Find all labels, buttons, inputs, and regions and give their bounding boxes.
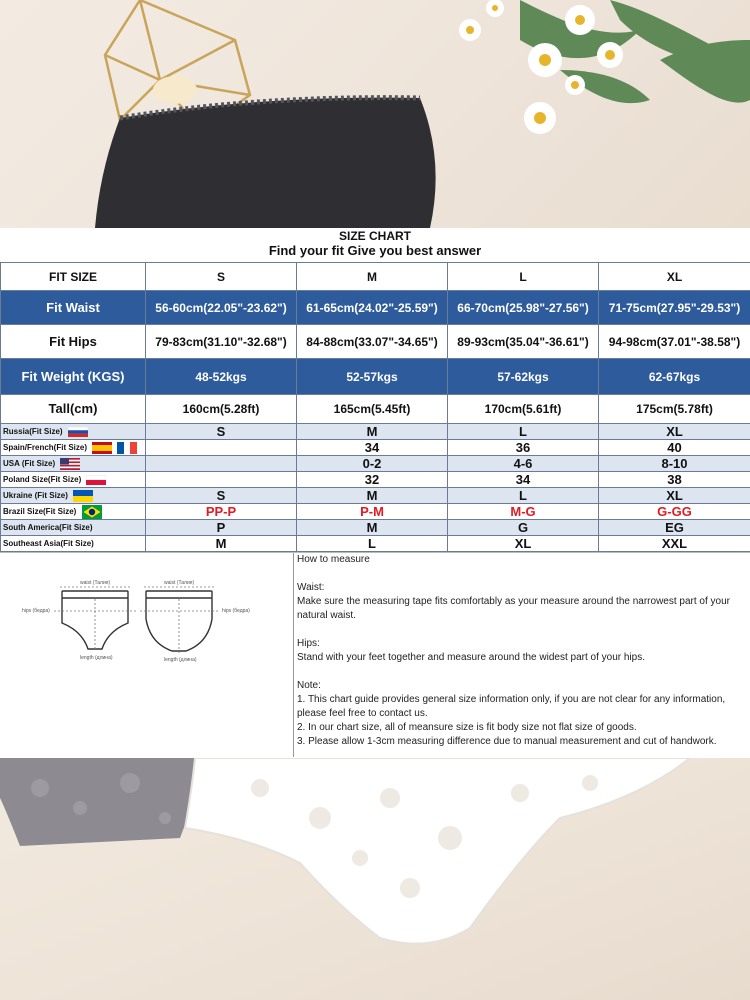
waist-label: waist (Талия) <box>80 580 111 586</box>
table-cell <box>146 440 297 456</box>
note-item: 1. This chart guide provides general size information only, if you are not clear for any information, please feel free to contact us. <box>297 694 726 719</box>
note-item: 2. In our chart size, all of meansure size is fit body size not flat size of goods. <box>297 722 637 733</box>
table-row-weight <box>1 359 750 395</box>
russia-flag-icon <box>68 427 88 437</box>
region-label: Brazil Size(Fit Size) <box>3 507 77 516</box>
table-cell: 89-93cm(35.04"-36.61") <box>448 325 599 359</box>
table-cell: 165cm(5.45ft) <box>297 395 448 424</box>
hips-label: hips (бедра) <box>22 608 50 614</box>
length-label: length (длина) <box>80 655 113 661</box>
table-cell: M <box>146 536 297 552</box>
note-item: 3. Please allow 1-3cm measuring difference due to manual measurement and cut of handwork. <box>297 736 717 747</box>
table-cell: PP-P <box>146 504 297 520</box>
table-row-usa <box>1 456 750 472</box>
usa-flag-icon <box>60 458 80 470</box>
table-cell: 94-98cm(37.01"-38.58") <box>599 325 750 359</box>
table-cell: 38 <box>599 472 750 488</box>
region-label-cell <box>1 456 146 472</box>
waist-heading: Waist: <box>297 582 325 593</box>
table-cell: P-M <box>297 504 448 520</box>
region-label: USA (Fit Size) <box>3 459 56 468</box>
table-cell: 36 <box>448 440 599 456</box>
table-cell: M-G <box>448 504 599 520</box>
hips-instructions: Stand with your feet together and measure around the widest part of your hips. <box>297 652 645 663</box>
hips-label: hips (бедра) <box>222 608 250 614</box>
size-table <box>0 262 750 552</box>
note-heading: Note: <box>297 680 321 691</box>
table-cell: EG <box>599 520 750 536</box>
header-cell: XL <box>599 263 750 291</box>
table-cell: S <box>146 424 297 440</box>
row-label: Fit Weight (KGS) <box>1 359 146 395</box>
table-cell: 79-83cm(31.10"-32.68") <box>146 325 297 359</box>
table-cell: 34 <box>448 472 599 488</box>
hips-heading: Hips: <box>297 638 320 649</box>
table-cell: 170cm(5.61ft) <box>448 395 599 424</box>
product-photo-bottom <box>0 758 750 1000</box>
table-cell: L <box>448 424 599 440</box>
table-cell: XL <box>599 424 750 440</box>
table-row-waist <box>1 291 750 325</box>
region-label-cell <box>1 472 146 488</box>
table-cell: 175cm(5.78ft) <box>599 395 750 424</box>
region-label-cell <box>1 504 146 520</box>
table-cell: 84-88cm(33.07"-34.65") <box>297 325 448 359</box>
howto-title: How to measure <box>297 554 370 565</box>
table-row-spain-french <box>1 440 750 456</box>
row-label: Fit Waist <box>1 291 146 325</box>
grey-lace-brief <box>0 758 210 846</box>
table-cell: P <box>146 520 297 536</box>
table-cell: 32 <box>297 472 448 488</box>
row-label: Tall(cm) <box>1 395 146 424</box>
ukraine-flag-icon <box>73 490 93 502</box>
measure-section <box>0 552 750 756</box>
region-label-cell <box>1 536 146 552</box>
table-cell: M <box>297 520 448 536</box>
table-cell: 57-62kgs <box>448 359 599 395</box>
table-row-ukraine <box>1 488 750 504</box>
region-label: Ukraine (Fit Size) <box>3 491 68 500</box>
header-cell: S <box>146 263 297 291</box>
chart-subtitle: Find your fit Give you best answer <box>268 243 482 258</box>
table-cell: 0-2 <box>297 456 448 472</box>
table-cell: 40 <box>599 440 750 456</box>
measure-diagram <box>0 553 294 757</box>
table-cell: 56-60cm(22.05"-23.62") <box>146 291 297 325</box>
spain-flag-icon <box>92 442 112 454</box>
region-label: Russia(Fit Size) <box>3 427 63 436</box>
chart-title: SIZE CHART <box>339 229 411 243</box>
table-cell: 61-65cm(24.02"-25.59") <box>297 291 448 325</box>
table-cell: S <box>146 488 297 504</box>
table-header-row <box>1 263 750 291</box>
table-row-brazil <box>1 504 750 520</box>
table-row-hips <box>1 325 750 359</box>
table-row-poland <box>1 472 750 488</box>
waist-label: waist (Талия) <box>164 580 195 586</box>
region-label: Spain/French(Fit Size) <box>3 443 88 452</box>
region-label-cell <box>1 424 146 440</box>
table-cell: 160cm(5.28ft) <box>146 395 297 424</box>
table-cell: XXL <box>599 536 750 552</box>
table-cell: 71-75cm(27.95"-29.53") <box>599 291 750 325</box>
candle <box>153 76 197 104</box>
table-cell: XL <box>599 488 750 504</box>
header-cell: L <box>448 263 599 291</box>
table-cell: M <box>297 488 448 504</box>
brief-diagram-art <box>0 553 294 757</box>
brief-back-icon <box>140 587 218 653</box>
region-label-cell <box>1 520 146 536</box>
table-cell <box>146 472 297 488</box>
table-row-south-america <box>1 520 750 536</box>
brief-front-icon <box>54 587 136 651</box>
table-cell <box>146 456 297 472</box>
photo-bottom-art <box>0 758 750 1000</box>
product-photo-top <box>0 0 750 228</box>
region-label: Poland Size(Fit Size) <box>3 475 82 484</box>
region-label: Southeast Asia(Fit Size) <box>3 539 94 548</box>
size-chart <box>0 228 750 760</box>
region-label-cell <box>1 440 146 456</box>
brazil-flag-icon <box>82 505 102 519</box>
table-cell: XL <box>448 536 599 552</box>
chart-header <box>0 228 750 262</box>
region-label-cell <box>1 488 146 504</box>
header-cell: M <box>297 263 448 291</box>
header-cell: FIT SIZE <box>1 263 146 291</box>
measure-instructions <box>297 553 749 749</box>
length-label: length (длина) <box>164 657 197 663</box>
france-flag-icon <box>117 442 137 454</box>
table-row-southeast-asia <box>1 536 750 552</box>
table-cell: 34 <box>297 440 448 456</box>
table-cell: L <box>297 536 448 552</box>
table-cell: 62-67kgs <box>599 359 750 395</box>
table-cell: L <box>448 488 599 504</box>
photo-top-art <box>0 0 750 228</box>
poland-flag-icon <box>86 475 106 485</box>
table-row-russia <box>1 424 750 440</box>
table-cell: G <box>448 520 599 536</box>
waist-instructions: Make sure the measuring tape fits comfortably as your measure around the narrowest part of your natural waist. <box>297 596 730 621</box>
black-lace-brief <box>95 98 436 228</box>
table-cell: 8-10 <box>599 456 750 472</box>
table-cell: 48-52kgs <box>146 359 297 395</box>
table-cell: M <box>297 424 448 440</box>
row-label: Fit Hips <box>1 325 146 359</box>
table-cell: G-GG <box>599 504 750 520</box>
table-cell: 4-6 <box>448 456 599 472</box>
table-cell: 66-70cm(25.98"-27.56") <box>448 291 599 325</box>
table-cell: 52-57kgs <box>297 359 448 395</box>
region-label: South America(Fit Size) <box>3 523 93 532</box>
table-row-tall <box>1 395 750 424</box>
